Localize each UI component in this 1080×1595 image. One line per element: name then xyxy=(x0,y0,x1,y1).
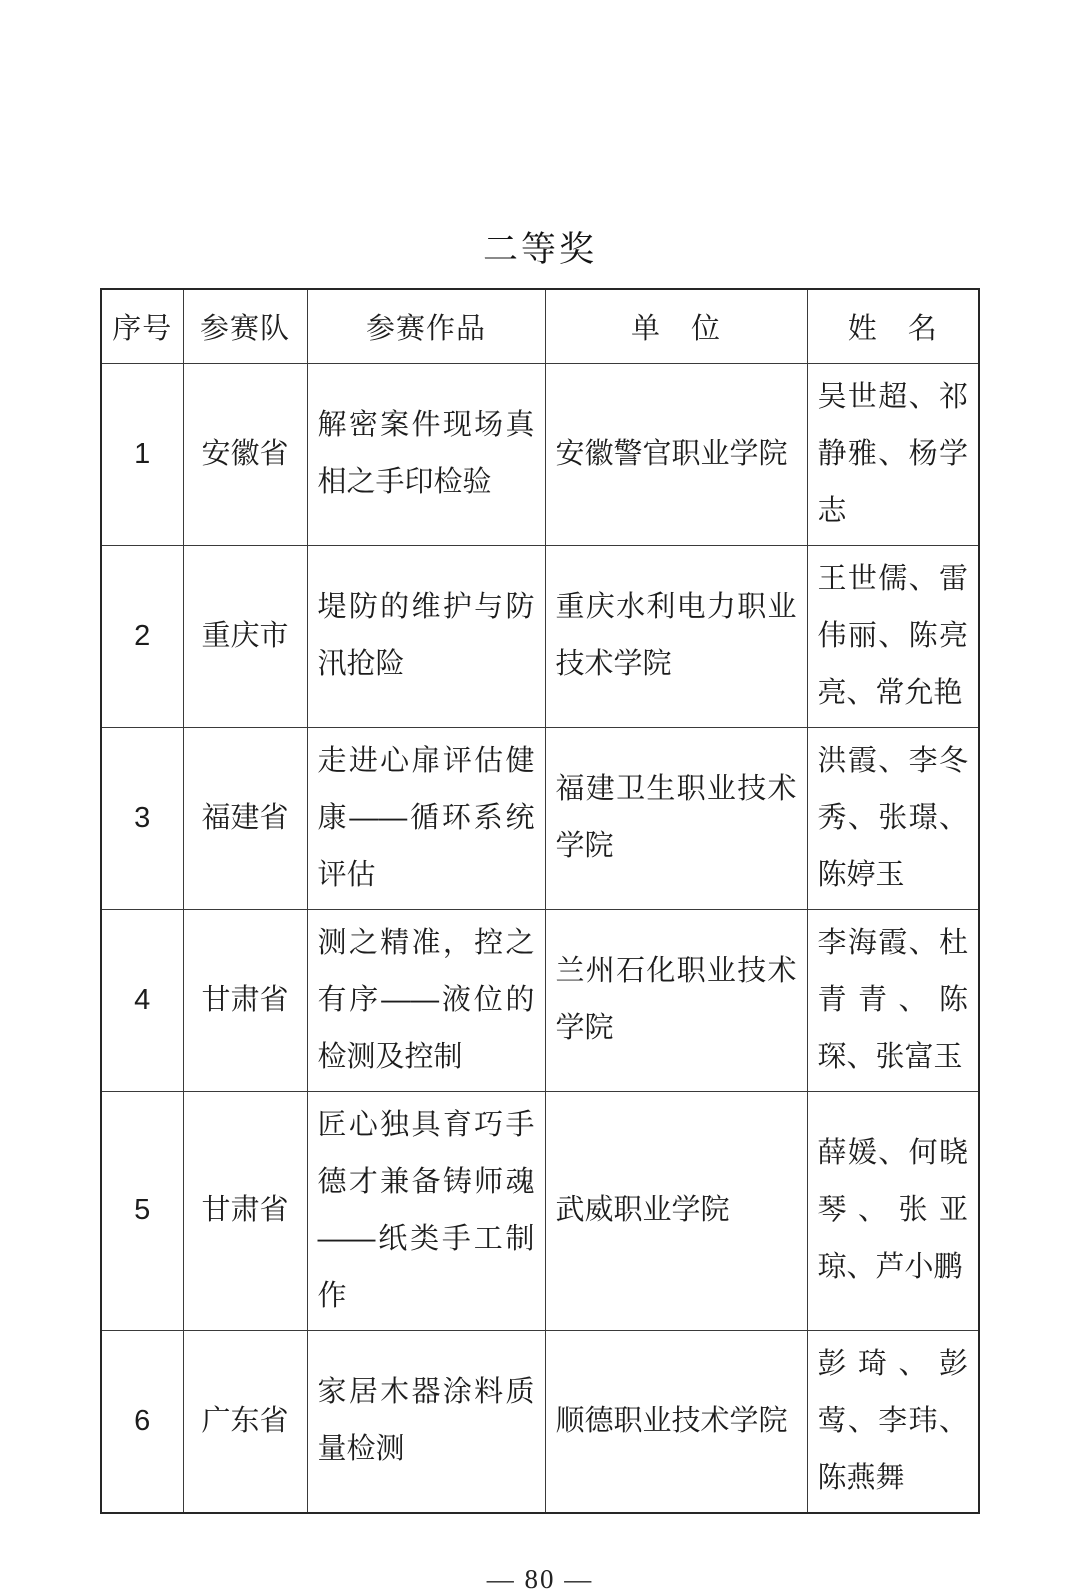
cell-unit: 兰州石化职业技术学院 xyxy=(545,909,807,1091)
table-row xyxy=(101,909,979,1091)
cell-unit: 福建卫生职业技术学院 xyxy=(545,727,807,909)
cell-names: 薛媛、何晓琴、张亚琼、芦小鹏 xyxy=(807,1091,979,1330)
cell-names: 洪霞、李冬秀、张璟、陈婷玉 xyxy=(807,727,979,909)
table-row xyxy=(101,1330,979,1513)
cell-work: 走进心扉评估健康——循环系统评估 xyxy=(307,727,545,909)
cell-team: 重庆市 xyxy=(183,545,307,727)
table-row xyxy=(101,363,979,545)
cell-unit: 安徽警官职业学院 xyxy=(545,363,807,545)
cell-work: 匠心独具育巧手德才兼备铸师魂——纸类手工制作 xyxy=(307,1091,545,1330)
cell-work: 堤防的维护与防汛抢险 xyxy=(307,545,545,727)
cell-team: 甘肃省 xyxy=(183,909,307,1091)
table-row xyxy=(101,545,979,727)
awards-table xyxy=(100,288,980,1514)
header-col-work: 参赛作品 xyxy=(307,289,545,363)
header-col-names: 姓 名 xyxy=(807,289,979,363)
cell-no: 1 xyxy=(101,363,183,545)
cell-names: 王世儒、雷伟丽、陈亮亮、常允艳 xyxy=(807,545,979,727)
cell-team: 安徽省 xyxy=(183,363,307,545)
cell-work: 家居木器涂料质量检测 xyxy=(307,1330,545,1513)
cell-no: 5 xyxy=(101,1091,183,1330)
cell-names: 彭琦、彭莺、李玮、陈燕舞 xyxy=(807,1330,979,1513)
cell-team: 广东省 xyxy=(183,1330,307,1513)
cell-no: 4 xyxy=(101,909,183,1091)
header-col-no: 序号 xyxy=(101,289,183,363)
header-row xyxy=(101,289,979,363)
cell-work: 测之精准，控之有序——液位的检测及控制 xyxy=(307,909,545,1091)
page-number: — 80 — xyxy=(486,1563,594,1594)
cell-team: 福建省 xyxy=(183,727,307,909)
cell-names: 李海霞、杜青青、陈琛、张富玉 xyxy=(807,909,979,1091)
cell-unit: 顺德职业技术学院 xyxy=(545,1330,807,1513)
page-title: 二等奖 xyxy=(482,230,597,269)
table-row xyxy=(101,727,979,909)
table-row xyxy=(101,1091,979,1330)
cell-unit: 重庆水利电力职业技术学院 xyxy=(545,545,807,727)
cell-work: 解密案件现场真相之手印检验 xyxy=(307,363,545,545)
cell-names: 吴世超、祁静雅、杨学志 xyxy=(807,363,979,545)
cell-no: 3 xyxy=(101,727,183,909)
header-col-team: 参赛队 xyxy=(183,289,307,363)
cell-unit: 武威职业学院 xyxy=(545,1091,807,1330)
cell-no: 6 xyxy=(101,1330,183,1513)
header-col-unit: 单 位 xyxy=(545,289,807,363)
cell-no: 2 xyxy=(101,545,183,727)
table-header xyxy=(101,289,979,363)
table-body xyxy=(101,363,979,1513)
cell-team: 甘肃省 xyxy=(183,1091,307,1330)
